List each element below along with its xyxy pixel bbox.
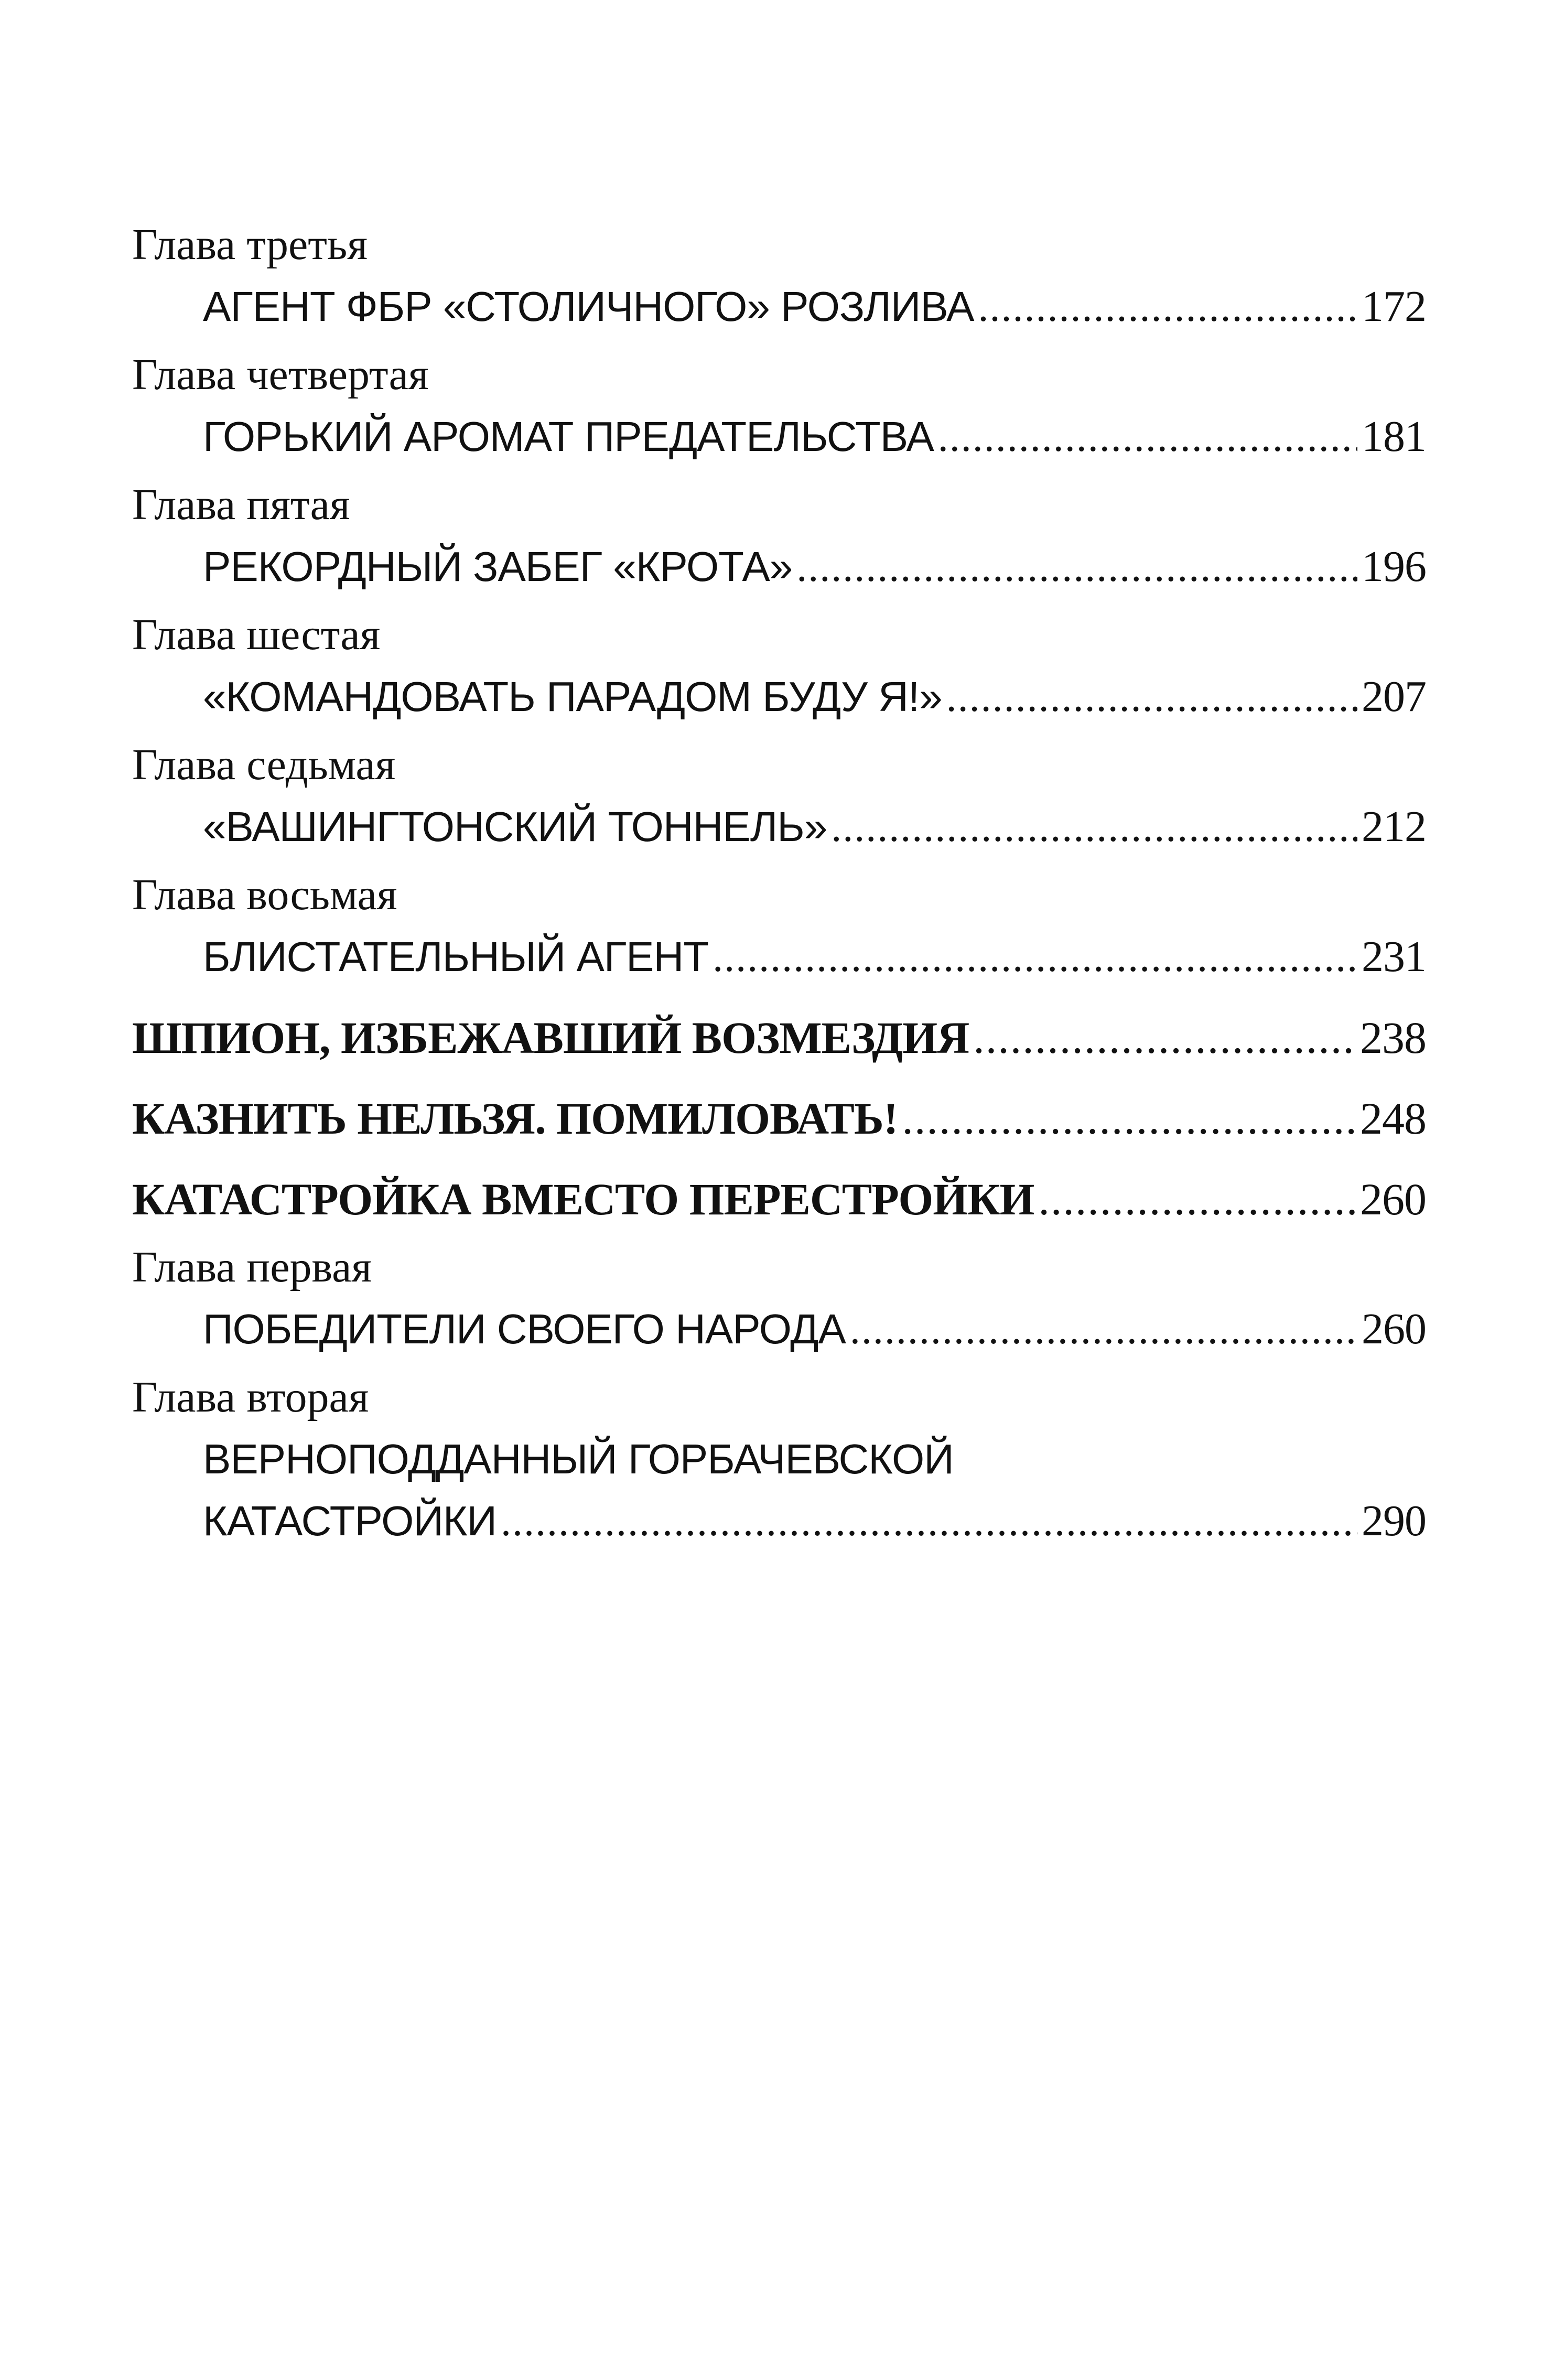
chapter-title: РЕКОРДНЫЙ ЗАБЕГ «КРОТА» xyxy=(203,543,793,590)
toc-entry-part[interactable] xyxy=(132,1168,1426,1230)
chapter-title: ГОРЬКИЙ АРОМАТ ПРЕДАТЕЛЬСТВА xyxy=(203,413,934,460)
dot-leader xyxy=(501,1491,1357,1553)
dot-leader xyxy=(973,1007,1356,1069)
toc-entry-chapter xyxy=(132,1236,1426,1360)
chapter-label: Глава третья xyxy=(132,220,368,269)
toc-entry-part[interactable] xyxy=(132,1007,1426,1069)
toc-entry-chapter xyxy=(132,604,1426,728)
dot-leader xyxy=(850,1299,1357,1361)
chapter-title-row[interactable] xyxy=(132,276,1426,338)
page-number: 196 xyxy=(1362,542,1426,591)
dot-leader xyxy=(902,1087,1356,1149)
dot-leader xyxy=(831,796,1357,858)
chapter-title: ПОБЕДИТЕЛИ СВОЕГО НАРОДА xyxy=(203,1306,846,1352)
chapter-label: Глава шестая xyxy=(132,610,381,659)
chapter-label: Глава седьмая xyxy=(132,740,396,789)
chapter-title-row[interactable] xyxy=(132,1490,1426,1552)
dot-leader xyxy=(713,927,1357,988)
page-number: 290 xyxy=(1362,1496,1426,1545)
part-title: ШПИОН, ИЗБЕЖАВШИЙ ВОЗМЕЗДИЯ xyxy=(132,1013,969,1063)
chapter-title: БЛИСТАТЕЛЬНЫЙ АГЕНТ xyxy=(203,933,709,980)
dot-leader xyxy=(978,276,1357,338)
toc-entry-chapter xyxy=(132,734,1426,858)
page-number: 238 xyxy=(1360,1013,1426,1063)
part-title: КАЗНИТЬ НЕЛЬЗЯ. ПОМИЛОВАТЬ! xyxy=(132,1093,898,1144)
page-number: 231 xyxy=(1362,932,1426,981)
dot-leader xyxy=(938,406,1357,468)
toc-entry-chapter xyxy=(132,1366,1426,1552)
chapter-label: Глава пятая xyxy=(132,480,350,529)
chapter-title-row[interactable] xyxy=(132,536,1426,598)
toc-entry-chapter xyxy=(132,214,1426,338)
toc-entry-chapter xyxy=(132,864,1426,988)
page-number: 260 xyxy=(1362,1305,1426,1353)
chapter-title-line1: ВЕРНОПОДДАННЫЙ ГОРБАЧЕВСКОЙ xyxy=(203,1436,954,1482)
part-title: КАТАСТРОЙКА ВМЕСТО ПЕРЕСТРОЙКИ xyxy=(132,1174,1034,1224)
page-number: 260 xyxy=(1360,1174,1426,1224)
chapter-label: Глава вторая xyxy=(132,1373,369,1421)
chapter-title-row[interactable] xyxy=(132,926,1426,988)
chapter-label: Глава первая xyxy=(132,1243,372,1291)
page-number: 181 xyxy=(1362,412,1426,461)
chapter-title: АГЕНТ ФБР «СТОЛИЧНОГО» РОЗЛИВА xyxy=(203,283,974,330)
toc-entry-chapter xyxy=(132,344,1426,468)
chapter-label: Глава четвертая xyxy=(132,350,429,399)
table-of-contents xyxy=(132,214,1426,1552)
dot-leader xyxy=(946,666,1357,728)
chapter-title-row[interactable] xyxy=(132,796,1426,858)
chapter-label: Глава восьмая xyxy=(132,870,397,919)
page-number: 207 xyxy=(1362,672,1426,721)
chapter-title: «КОМАНДОВАТЬ ПАРАДОМ БУДУ Я!» xyxy=(203,673,942,720)
page-number: 172 xyxy=(1362,282,1426,331)
page-number: 212 xyxy=(1362,802,1426,851)
chapter-title-row[interactable] xyxy=(132,406,1426,468)
chapter-title: «ВАШИНГТОНСКИЙ ТОННЕЛЬ» xyxy=(203,803,827,850)
chapter-title-row[interactable] xyxy=(132,1298,1426,1360)
chapter-title: КАТАСТРОЙКИ xyxy=(203,1498,497,1544)
toc-entry-part[interactable] xyxy=(132,1087,1426,1149)
dot-leader xyxy=(796,536,1357,598)
chapter-title-row[interactable] xyxy=(132,666,1426,728)
toc-entry-chapter xyxy=(132,474,1426,598)
page-number: 248 xyxy=(1360,1093,1426,1144)
dot-leader xyxy=(1038,1168,1356,1230)
